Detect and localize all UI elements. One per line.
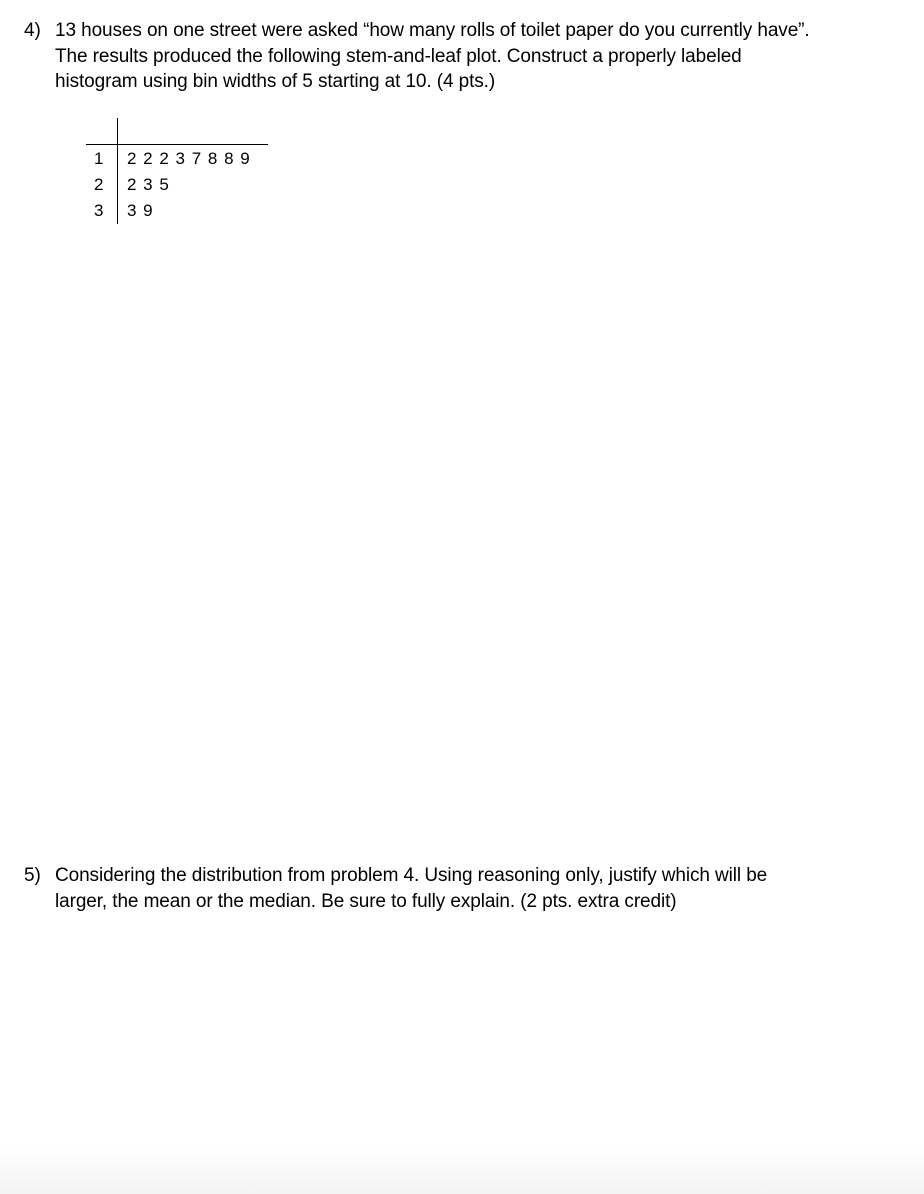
problem-4-line-3: histogram using bin widths of 5 starting at 10. (4 pts.)	[55, 71, 496, 92]
page-bottom-shadow	[0, 1148, 924, 1194]
problem-5-line-1: Considering the distribution from problem 4. Using reasoning only, justify which will be	[55, 865, 768, 886]
leaf-values: 3 9	[127, 201, 154, 220]
stem-leaf-horizontal-rule	[86, 144, 268, 145]
leaf-values: 2 3 5	[127, 175, 170, 194]
stem-value: 3	[94, 201, 104, 220]
problem-5-line-2: larger, the mean or the median. Be sure to fully explain. (2 pts. extra credit)	[55, 890, 677, 912]
problem-4	[24, 18, 904, 95]
problem-5	[24, 863, 904, 914]
stem-leaf-vertical-rule	[117, 118, 118, 224]
problem-5-text	[55, 863, 904, 914]
leaf-values: 2 2 2 3 7 8 8 9	[127, 149, 251, 168]
stem-and-leaf-plot	[86, 118, 268, 224]
problem-4-line-1: 13 houses on one street were asked “how many rolls of toilet paper do you currently have”.	[55, 20, 810, 41]
problem-4-line-2: The results produced the following stem-and-leaf plot. Construct a properly labeled	[55, 45, 742, 67]
problem-4-number: 4)	[24, 20, 41, 41]
stem-value: 1	[94, 149, 104, 168]
stem-value: 2	[94, 175, 104, 194]
problem-5-number: 5)	[24, 865, 41, 886]
problem-4-text	[55, 18, 904, 95]
